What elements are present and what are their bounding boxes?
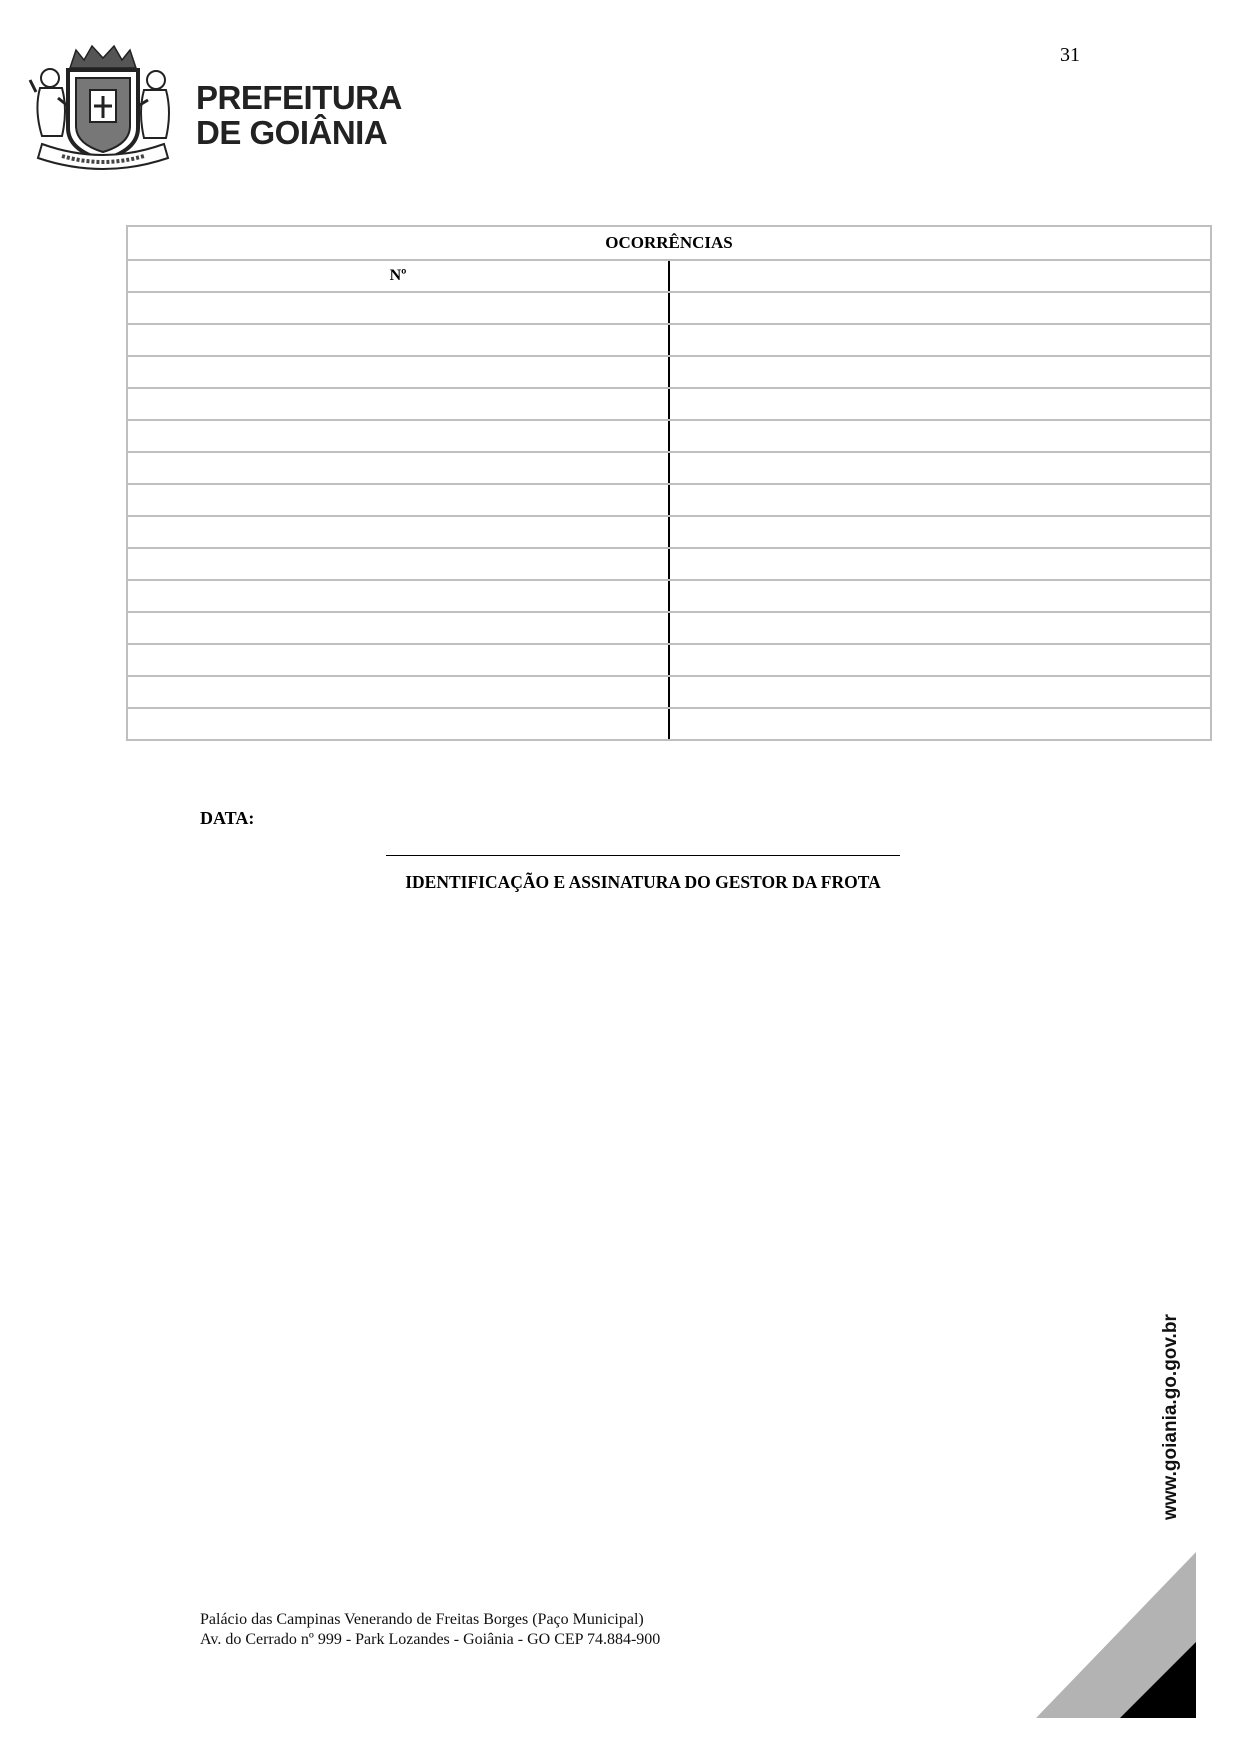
- occurrence-cell[interactable]: [669, 516, 1211, 548]
- table-row: [127, 356, 1211, 388]
- occurrence-cell[interactable]: [669, 452, 1211, 484]
- row-number-cell[interactable]: [127, 324, 669, 356]
- table-header-row: [127, 260, 1211, 292]
- occurrence-cell[interactable]: [669, 644, 1211, 676]
- row-number-cell[interactable]: [127, 676, 669, 708]
- brand-line-1: PREFEITURA: [196, 79, 402, 116]
- signature-line: [386, 855, 900, 856]
- row-number-cell[interactable]: [127, 388, 669, 420]
- occurrence-cell[interactable]: [669, 580, 1211, 612]
- brand-name: [196, 80, 402, 150]
- corner-decoration: [1036, 1552, 1196, 1718]
- row-number-cell[interactable]: [127, 420, 669, 452]
- occurrence-cell[interactable]: [669, 260, 1211, 292]
- row-number-cell[interactable]: [127, 356, 669, 388]
- row-number-cell[interactable]: [127, 612, 669, 644]
- table-row: [127, 292, 1211, 324]
- table-row: [127, 708, 1211, 740]
- number-column-header: Nº: [127, 260, 669, 292]
- date-label: DATA:: [200, 808, 255, 828]
- table-row: [127, 484, 1211, 516]
- table-row: [127, 548, 1211, 580]
- occurrence-cell[interactable]: [669, 388, 1211, 420]
- footer-line-2: Av. do Cerrado nº 999 - Park Lozandes - Goiânia - GO CEP 74.884-900: [200, 1631, 661, 1648]
- table-title: OCORRÊNCIAS: [127, 226, 1211, 260]
- row-number-cell[interactable]: [127, 580, 669, 612]
- table-row: [127, 388, 1211, 420]
- table-row: [127, 452, 1211, 484]
- row-number-cell[interactable]: [127, 708, 669, 740]
- row-number-cell[interactable]: [127, 516, 669, 548]
- brand-line-2: DE GOIÂNIA: [196, 114, 388, 151]
- page-number: 31: [1060, 44, 1080, 66]
- table-row: [127, 420, 1211, 452]
- table-row: [127, 516, 1211, 548]
- row-number-cell[interactable]: [127, 644, 669, 676]
- table-row: [127, 644, 1211, 676]
- occurrence-cell[interactable]: [669, 708, 1211, 740]
- goiania-coat-of-arms-icon: [28, 40, 178, 172]
- row-number-cell[interactable]: [127, 484, 669, 516]
- table-row: [127, 580, 1211, 612]
- occurrence-cell[interactable]: [669, 356, 1211, 388]
- occurrence-cell[interactable]: [669, 420, 1211, 452]
- occurrence-cell[interactable]: [669, 484, 1211, 516]
- row-number-cell[interactable]: [127, 452, 669, 484]
- occurrence-cell[interactable]: [669, 292, 1211, 324]
- footer-line-1: Palácio das Campinas Venerando de Freitas Borges (Paço Municipal): [200, 1611, 644, 1628]
- table-row: [127, 612, 1211, 644]
- occurrence-cell[interactable]: [669, 548, 1211, 580]
- table-row: [127, 676, 1211, 708]
- signature-caption: IDENTIFICAÇÃO E ASSINATURA DO GESTOR DA FROTA: [405, 872, 881, 892]
- footer-address: [200, 1610, 660, 1650]
- row-number-cell[interactable]: [127, 548, 669, 580]
- occurrence-cell[interactable]: [669, 612, 1211, 644]
- table-row: [127, 324, 1211, 356]
- row-number-cell[interactable]: [127, 292, 669, 324]
- occurrences-table: [126, 225, 1212, 741]
- occurrence-cell[interactable]: [669, 676, 1211, 708]
- website-url: www.goiania.go.gov.br: [1160, 1314, 1181, 1520]
- occurrence-cell[interactable]: [669, 324, 1211, 356]
